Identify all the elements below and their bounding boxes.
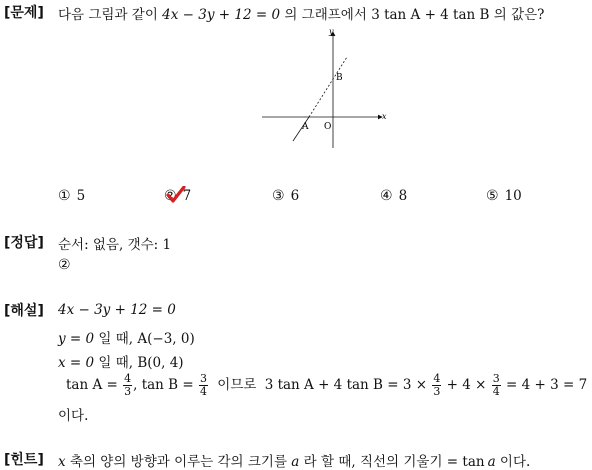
question-mid: 의 그래프에서 bbox=[284, 7, 367, 23]
check-mark-icon bbox=[166, 186, 186, 204]
origin-label: O bbox=[324, 122, 332, 132]
x-axis-label: x bbox=[382, 112, 387, 121]
choice-2-mark: ② bbox=[164, 188, 177, 204]
choice-1-value: 5 bbox=[76, 188, 86, 204]
question-expression: 3 tan A + 4 tan B bbox=[371, 7, 490, 23]
fraction-4-3: $\frac{4}{3}$ bbox=[124, 372, 132, 398]
y-axis-label: y bbox=[329, 27, 334, 36]
choice-3-value: 6 bbox=[290, 188, 300, 204]
point-a-label: A bbox=[302, 122, 309, 132]
graph-line-dashed bbox=[309, 57, 347, 117]
answer-choice: ② bbox=[58, 257, 71, 273]
hint-text: x 축의 양의 방향과 이루는 각의 크기를 a 라 할 때, 직선의 기울기 = tan a 이다. bbox=[58, 454, 531, 470]
choice-1[interactable] bbox=[58, 188, 85, 204]
question-pre: 다음 그림과 같이 bbox=[58, 7, 158, 23]
choice-4-value: 8 bbox=[398, 188, 408, 204]
solution-line-4: tan A = $\frac{4}{3}$ , tan B = $\frac{3}{4}$ 이므로 3 tan A + 4 tan B = 3 × $\frac{4}{3}$ + 4 × $\frac{3}{4}$ = 4 + 3 = 7 bbox=[66, 372, 588, 398]
question-post: 의 값은? bbox=[493, 7, 545, 23]
choice-5-mark: ⑤ bbox=[486, 188, 499, 204]
solution-line-3: x = 0 일 때, B(0, 4) bbox=[58, 355, 184, 371]
question-equation: 4x − 3y + 12 = 0 bbox=[162, 7, 281, 23]
solution-line-5: 이다. bbox=[58, 408, 89, 424]
fraction-3-4-b: $\frac{3}{4}$ bbox=[492, 372, 500, 398]
fraction-3-4: $\frac{3}{4}$ bbox=[199, 372, 207, 398]
choice-4[interactable] bbox=[380, 188, 407, 204]
point-b-label: B bbox=[336, 73, 343, 83]
hint-label: [힌트] bbox=[4, 452, 44, 468]
choice-2-value: 7 bbox=[182, 188, 192, 204]
solution-label: [해설] bbox=[4, 303, 44, 319]
solution-line-1: 4x − 3y + 12 = 0 bbox=[58, 302, 176, 318]
choice-5-value: 10 bbox=[504, 188, 522, 204]
problem-label: [문제] bbox=[4, 5, 44, 21]
choice-4-mark: ④ bbox=[380, 188, 393, 204]
choice-5[interactable] bbox=[486, 188, 522, 204]
choice-3[interactable] bbox=[272, 188, 299, 204]
answer-label: [정답] bbox=[4, 235, 44, 251]
fraction-4-3-b: $\frac{4}{3}$ bbox=[433, 372, 441, 398]
choice-3-mark: ③ bbox=[272, 188, 285, 204]
solution-line-2: y = 0 일 때, A(−3, 0) bbox=[58, 331, 195, 347]
choice-1-mark: ① bbox=[58, 188, 71, 204]
answer-order-count: 순서: 없음, 갯수: 1 bbox=[58, 237, 172, 253]
choice-2[interactable] bbox=[164, 188, 191, 204]
